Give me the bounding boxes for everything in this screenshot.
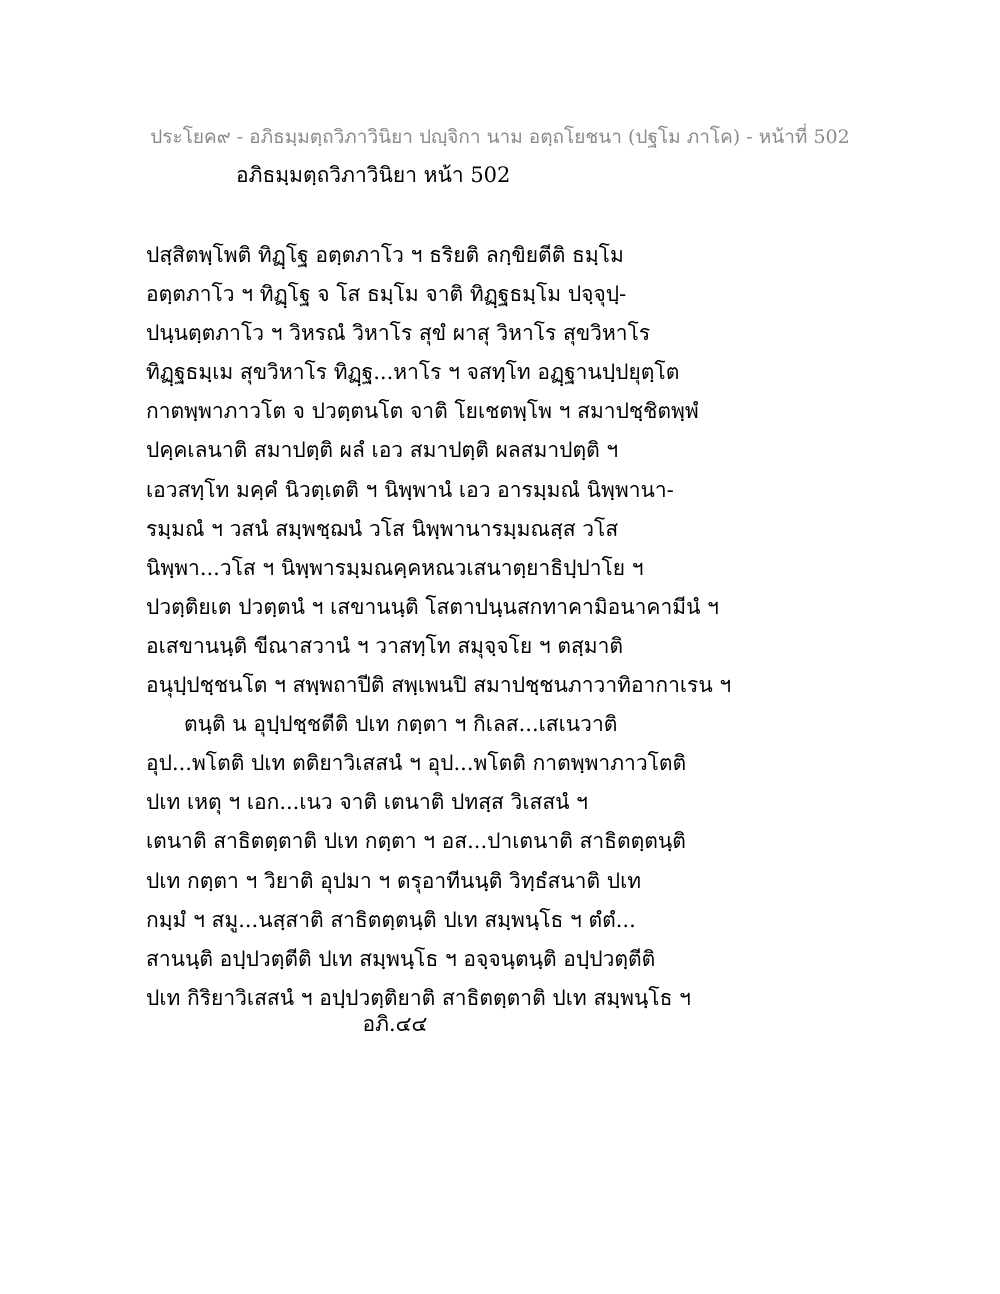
- running-header: ประโยค๙ - อภิธมฺมตฺถวิภาวินิยา ปญฺจิกา นาม อตฺถโยชนา (ปฐโม ภาโค) - หน้าที่ 502: [150, 126, 850, 148]
- text-line: อตฺตภาโว ฯ ทิฏฺโฐ จ โส ธมฺโม จาติ ทิฏฺฐธมฺโม ปจฺจุปฺ-: [146, 282, 627, 307]
- page-footer-marker: อภิ.๔๔: [362, 1012, 428, 1036]
- text-line: กาตพฺพาภาวโต จ ปวตฺตนโต จาติ โยเชตพฺโพ ฯ สมาปชฺชิตพฺพํ: [146, 399, 699, 424]
- page-heading: อภิธมฺมตฺถวิภาวินิยา หน้า 502: [236, 163, 511, 187]
- text-line: เตนาติ สาธิตตฺตาติ ปเท กตฺตา ฯ อส...ปาเตนาติ สาธิตตฺตนฺติ: [146, 829, 686, 854]
- text-line: ปเท กตฺตา ฯ วิยาติ อุปมา ฯ ตรุอาทีนนฺติ วิทฺธํสนาติ ปเท: [146, 868, 642, 893]
- text-line: เอวสทฺโท มคฺคํ นิวตฺเตติ ฯ นิพฺพานํ เอว อารมฺมณํ นิพฺพานา-: [146, 477, 674, 502]
- paragraph-start-line: ตนฺติ น อุปฺปชฺชตีติ ปเท กตฺตา ฯ กิเลส...เสเนวาติ: [184, 712, 618, 737]
- text-line: ปนฺนตฺตภาโว ฯ วิหรณํ วิหาโร สุขํ ผาสุ วิหาโร สุขวิหาโร: [146, 321, 651, 346]
- text-line: ปคฺคเลนาติ สมาปตฺติ ผลํ เอว สมาปตฺติ ผลสมาปตฺติ ฯ: [146, 438, 619, 463]
- text-line: ปเท เหตุ ฯ เอก...เนว จาติ เตนาติ ปทสฺส วิเสสนํ ฯ: [146, 790, 588, 815]
- text-line: ทิฏฺฐธมฺเม สุขวิหาโร ทิฏฺฐ...หาโร ฯ จสทฺโท อฏฺฐานปฺปยุตฺโต: [146, 360, 680, 385]
- text-line: อเสขานนฺติ ขีณาสวานํ ฯ วาสทฺโท สมุจฺจโย ฯ ตสฺมาติ: [146, 633, 624, 658]
- text-line: ปเท กิริยาวิเสสนํ ฯ อปฺปวตฺติยาติ สาธิตตฺตาติ ปเท สมฺพนฺโธ ฯ: [146, 985, 691, 1010]
- text-line: ปวตฺติยเต ปวตฺตนํ ฯ เสขานนฺติ โสตาปนฺนสกทาคามิอนาคามีนํ ฯ: [146, 594, 719, 619]
- text-line: กมฺมํ ฯ สมู...นสฺสาติ สาธิตตฺตนฺติ ปเท สมฺพนฺโธ ฯ ตํตํ...: [146, 907, 636, 932]
- text-line: อนุปฺปชฺชนโต ฯ สพฺพถาปีติ สพฺเพนปิ สมาปชฺชนภาวาทิอากาเรน ฯ: [146, 673, 732, 698]
- text-line: อุป...พโตติ ปเท ตติยาวิเสสนํ ฯ อุป...พโตติ กาตพฺพาภาวโตติ: [146, 751, 687, 776]
- text-line: ปสฺสิตพฺโพติ ทิฏฺโฐ อตฺตภาโว ฯ ธริยติ ลกฺขิยตีติ ธมฺโม: [146, 243, 624, 267]
- text-line: นิพฺพา...วโส ฯ นิพฺพารมฺมณคฺคหณวเสนาตฺยาธิปฺปาโย ฯ: [146, 555, 644, 580]
- text-line: สานนฺติ อปฺปวตฺตีติ ปเท สมฺพนฺโธ ฯ อจฺจนฺตนฺติ อปฺปวตฺตีติ: [146, 946, 656, 971]
- text-line: รมฺมณํ ฯ วสนํ สมฺพชฺฌนํ วโส นิพฺพานารมฺมณสฺส วโส: [146, 516, 619, 541]
- body-text: [146, 236, 866, 1018]
